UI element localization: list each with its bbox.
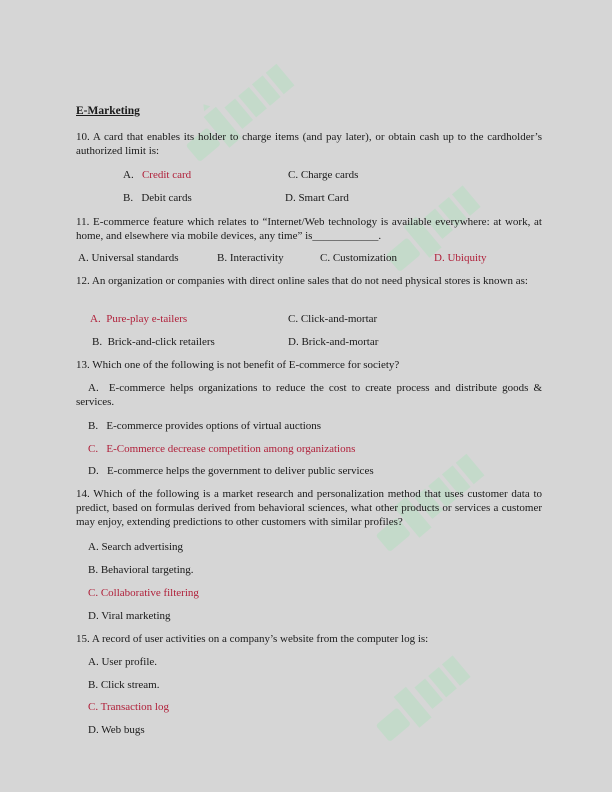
q13-option-b-text: E-commerce provides options of virtual auctions: [106, 420, 322, 432]
q10-option-a-letter: A.: [123, 169, 134, 181]
q13-option-d-letter: D.: [88, 465, 99, 477]
question-11: 11. E-commerce feature which relates to “Internet/Web technology is available everywhere: at work, at home, and elsewhere via mobile devices, any time” is____________.: [76, 216, 542, 242]
q11-option-b: B. Interactivity: [217, 252, 284, 264]
q13-option-c-text: E-Commerce decrease competition among organizations: [106, 443, 356, 455]
section-title: E-Marketing: [76, 105, 140, 117]
q13-option-d: [88, 464, 374, 478]
q10-option-b-text: Debit cards: [141, 192, 192, 204]
q15-option-c: C. Transaction log: [88, 701, 169, 713]
q13-option-c: [88, 442, 355, 456]
q15-option-a: A. User profile.: [88, 656, 158, 668]
q11-option-a: A. Universal standards: [78, 252, 179, 264]
q13-option-a: [76, 381, 542, 409]
q14-option-d: D. Viral marketing: [88, 610, 171, 622]
q11-option-c: C. Customization: [320, 252, 397, 264]
q10-option-b: [123, 191, 192, 205]
q13-option-a-letter: A.: [88, 382, 99, 394]
q12-option-d: D. Brick-and-mortar: [288, 336, 379, 348]
q13-option-a-text: E-commerce helps organizations to reduce the cost to create process and distribute goods & services.: [76, 382, 543, 408]
question-10: 10. A card that enables its holder to charge items (and pay later), or obtain cash up to the cardholder’s authorized limit is:: [76, 131, 542, 157]
q10-option-a-text: Credit card: [141, 169, 192, 181]
q14-option-c: C. Collaborative filtering: [88, 587, 199, 599]
q12-option-a-text: Pure-play e-tailers: [106, 313, 188, 325]
q10-option-a: [123, 168, 191, 182]
question-15: 15. A record of user activities on a company’s website from the computer log is:: [76, 633, 429, 645]
question-12: 12. An organization or companies with direct online sales that do not need physical stores is known as:: [76, 275, 528, 287]
q12-option-b-text: Brick-and-click retailers: [107, 336, 215, 348]
q10-option-c: C. Charge cards: [288, 169, 359, 181]
q10-option-d: D. Smart Card: [285, 192, 349, 204]
q14-option-a: A. Search advertising: [88, 541, 183, 553]
q13-option-b-letter: B.: [88, 420, 99, 432]
q10-option-b-letter: B.: [123, 192, 134, 204]
q13-option-b: [88, 419, 321, 433]
q12-option-c: C. Click-and-mortar: [288, 313, 378, 325]
q12-option-b-letter: B.: [92, 336, 103, 348]
q12-option-a: [90, 312, 187, 326]
q12-option-a-letter: A.: [90, 313, 101, 325]
q13-option-c-letter: C.: [88, 443, 99, 455]
q14-option-b: B. Behavioral targeting.: [88, 564, 194, 576]
q15-option-b: B. Click stream.: [88, 679, 160, 691]
question-13: 13. Which one of the following is not benefit of E-commerce for society?: [76, 359, 400, 371]
q11-option-d: D. Ubiquity: [434, 252, 487, 264]
question-14: 14. Which of the following is a market research and personalization method that uses customer data to predict, based on formulas derived from behavioral sciences, what other products or services a customer may enjoy, extending predictions to other customers with similar profiles?: [76, 488, 542, 528]
q13-option-d-text: E-commerce helps the government to deliver public services: [106, 465, 374, 477]
q12-option-b: [92, 335, 215, 349]
q15-option-d: D. Web bugs: [88, 724, 145, 736]
